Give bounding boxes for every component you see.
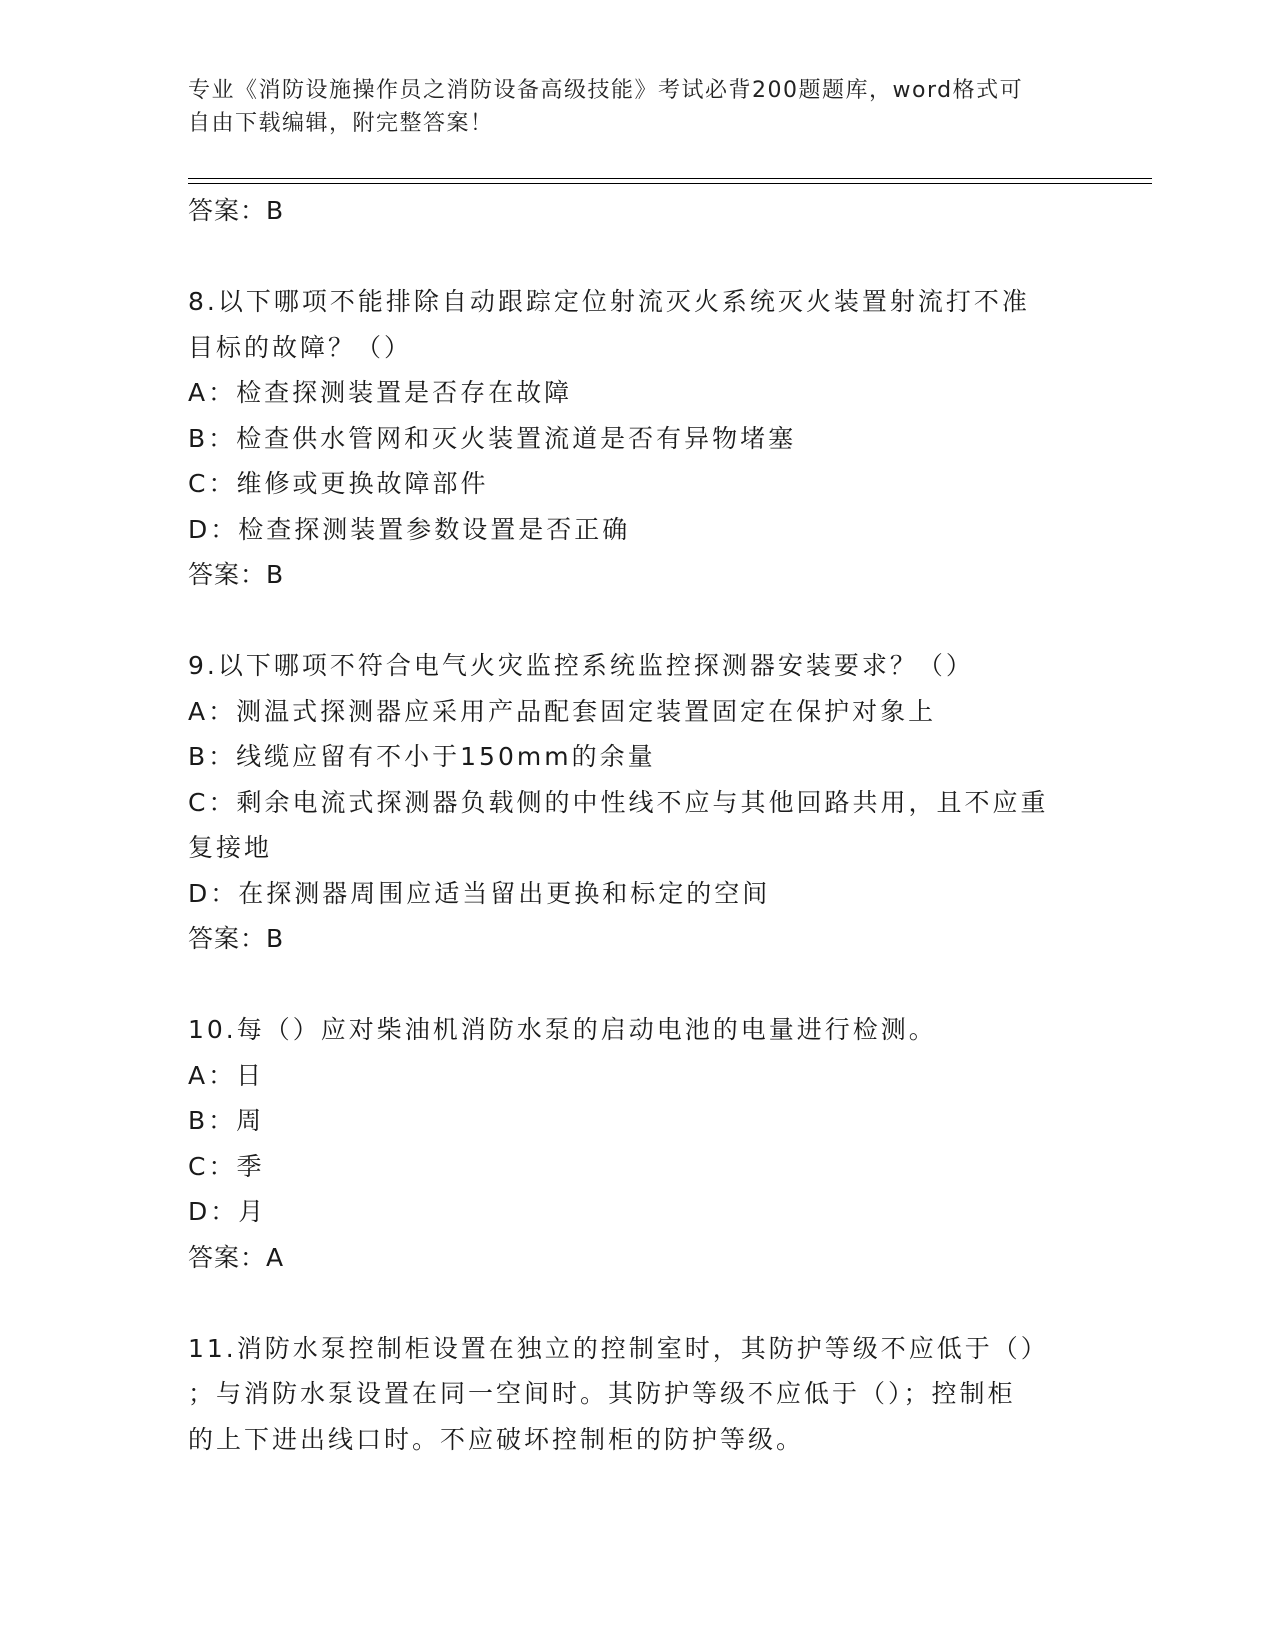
option-b: B：检查供水管网和灭火装置流道是否有异物堵塞 xyxy=(188,423,797,453)
option-b: B：周 xyxy=(188,1106,265,1135)
answer-line: 答案：B xyxy=(188,924,285,953)
question-9 xyxy=(188,643,1088,962)
question-8 xyxy=(188,279,1088,598)
answer-line: 答案：B xyxy=(188,196,285,225)
spacer xyxy=(188,962,1088,1008)
spacer xyxy=(188,234,1088,280)
option-a: A：检查探测装置是否存在故障 xyxy=(188,378,573,407)
spacer xyxy=(188,1280,1088,1326)
header-line-2: 自由下载编辑，附完整答案！ xyxy=(188,111,494,136)
question-11 xyxy=(188,1326,1088,1463)
answer-line: 答案：A xyxy=(188,1242,285,1272)
question-stem: 11.消防水泵控制柜设置在独立的控制室时，其防护等级不应低于（） xyxy=(188,1333,1049,1363)
header-divider-top xyxy=(188,178,1152,179)
question-stem: 目标的故障？（） xyxy=(188,332,413,362)
answer-line: 答案：B xyxy=(188,560,285,589)
question-stem: 10.每（）应对柴油机消防水泵的启动电池的电量进行检测。 xyxy=(188,1015,937,1044)
option-a: A：日 xyxy=(188,1060,265,1090)
option-c: C：维修或更换故障部件 xyxy=(188,469,489,498)
question-stem: 的上下进出线口时。不应破坏控制柜的防护等级。 xyxy=(188,1424,805,1454)
spacer xyxy=(188,598,1088,644)
header-line-1: 专业《消防设施操作员之消防设备高级技能》考试必背200题题库，word格式可 xyxy=(188,78,1024,103)
option-d: D：检查探测装置参数设置是否正确 xyxy=(188,514,631,544)
option-c: C：剩余电流式探测器负载侧的中性线不应与其他回路共用，且不应重 xyxy=(188,787,1049,817)
option-a: A：测温式探测器应采用产品配套固定装置固定在保护对象上 xyxy=(188,696,937,726)
question-stem: 8.以下哪项不能排除自动跟踪定位射流灭火系统灭火装置射流打不准 xyxy=(188,287,1030,316)
option-c: C：季 xyxy=(188,1151,265,1181)
header-divider-bottom xyxy=(188,183,1152,184)
question-stem: ；与消防水泵设置在同一空间时。其防护等级不应低于（）；控制柜 xyxy=(188,1379,1016,1408)
question-10 xyxy=(188,1007,1088,1280)
option-b: B：线缆应留有不小于150mm的余量 xyxy=(188,742,656,771)
document-header xyxy=(188,74,1088,140)
option-d: D：在探测器周围应适当留出更换和标定的空间 xyxy=(188,878,771,908)
option-c-continued: 复接地 xyxy=(188,833,273,862)
option-d: D：月 xyxy=(188,1197,267,1226)
question-stem: 9.以下哪项不符合电气火灾监控系统监控探测器安装要求？（） xyxy=(188,651,974,680)
question-list xyxy=(188,188,1088,1462)
